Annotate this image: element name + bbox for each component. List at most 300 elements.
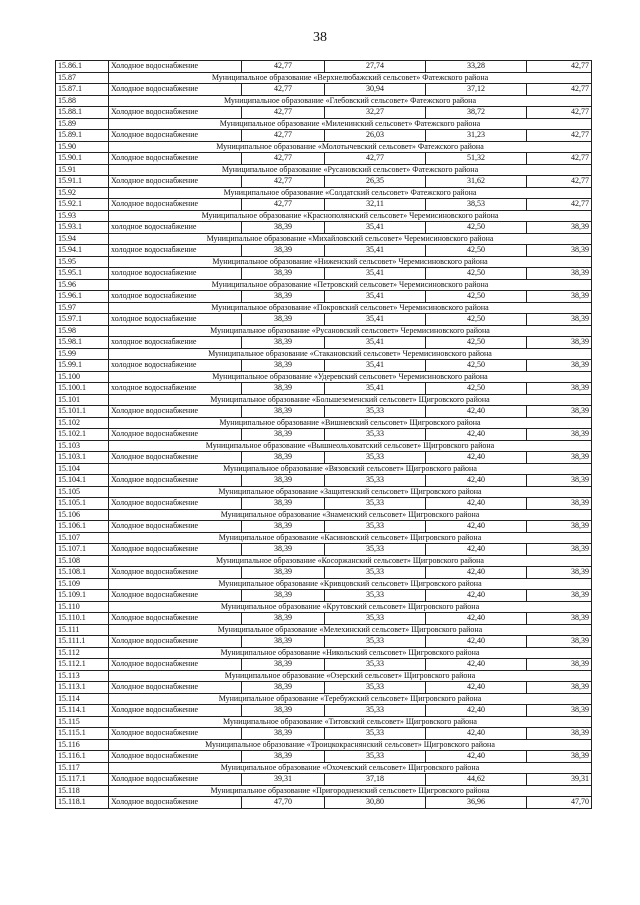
tariff-row [56,61,592,73]
municipality-header-row [56,141,592,153]
tariff-row [56,498,592,510]
section-code-cell: 15.104 [56,463,109,475]
municipality-title-cell: Муниципальное образование «Никольский сельсовет» Щигровского района [109,647,592,659]
tariff-row [56,406,592,418]
value-cell-4: 38,39 [527,521,592,533]
section-code-cell: 15.87 [56,72,109,84]
value-cell-3: 42,40 [426,590,527,602]
municipality-header-row [56,210,592,222]
municipality-title-cell: Муниципальное образование «Удеревский сельсовет» Черемисиновского района [109,371,592,383]
value-cell-2: 26,35 [325,176,426,188]
value-cell-4: 38,39 [527,728,592,740]
value-cell-1: 42,77 [242,107,325,119]
value-cell-2: 35,41 [325,383,426,395]
value-cell-3: 42,40 [426,475,527,487]
tariff-row [56,268,592,280]
municipality-title-cell: Муниципальное образование «Солдатский сельсовет» Фатежского района [109,187,592,199]
section-code-cell: 15.113 [56,670,109,682]
service-name-cell: Холодное водоснабжение [109,429,242,441]
value-cell-3: 42,40 [426,429,527,441]
service-name-cell: Холодное водоснабжение [109,521,242,533]
municipality-header-row [56,440,592,452]
item-code-cell: 15.92.1 [56,199,109,211]
value-cell-4: 38,39 [527,429,592,441]
tariff-row [56,728,592,740]
value-cell-2: 42,77 [325,153,426,165]
tariff-row [56,636,592,648]
value-cell-1: 38,39 [242,728,325,740]
municipality-title-cell: Муниципальное образование «Касиновский сельсовет» Щигровского района [109,532,592,544]
section-code-cell: 15.92 [56,187,109,199]
value-cell-2: 35,41 [325,268,426,280]
municipality-title-cell: Муниципальное образование «Пригородненский сельсовет» Щигровского района [109,785,592,797]
section-code-cell: 15.93 [56,210,109,222]
municipality-header-row [56,693,592,705]
service-name-cell: Холодное водоснабжение [109,406,242,418]
section-code-cell: 15.114 [56,693,109,705]
municipality-header-row [56,716,592,728]
value-cell-4: 38,39 [527,613,592,625]
section-code-cell: 15.99 [56,348,109,360]
value-cell-3: 42,40 [426,751,527,763]
value-cell-1: 42,77 [242,199,325,211]
section-code-cell: 15.111 [56,624,109,636]
municipality-header-row [56,624,592,636]
service-name-cell: Холодное водоснабжение [109,130,242,142]
value-cell-3: 31,23 [426,130,527,142]
tariff-row [56,567,592,579]
value-cell-1: 38,39 [242,659,325,671]
service-name-cell: Холодное водоснабжение [109,728,242,740]
item-code-cell: 15.94.1 [56,245,109,257]
value-cell-1: 38,39 [242,682,325,694]
service-name-cell: Холодное водоснабжение [109,567,242,579]
service-name-cell: холодное водоснабжение [109,360,242,372]
municipality-header-row [56,187,592,199]
municipality-header-row [56,72,592,84]
service-name-cell: холодное водоснабжение [109,314,242,326]
value-cell-2: 35,33 [325,567,426,579]
value-cell-3: 42,50 [426,291,527,303]
municipality-header-row [56,601,592,613]
value-cell-2: 35,33 [325,728,426,740]
value-cell-1: 38,39 [242,337,325,349]
section-code-cell: 15.90 [56,141,109,153]
tariff-row [56,452,592,464]
tariff-row [56,705,592,717]
item-code-cell: 15.115.1 [56,728,109,740]
value-cell-3: 33,28 [426,61,527,73]
municipality-title-cell: Муниципальное образование «Титовский сельсовет» Щигровского района [109,716,592,728]
value-cell-3: 42,50 [426,337,527,349]
item-code-cell: 15.86.1 [56,61,109,73]
tariff-row [56,291,592,303]
section-code-cell: 15.103 [56,440,109,452]
municipality-header-row [56,348,592,360]
service-name-cell: Холодное водоснабжение [109,544,242,556]
tariff-row [56,429,592,441]
value-cell-4: 38,39 [527,567,592,579]
tariff-row [56,337,592,349]
service-name-cell: Холодное водоснабжение [109,176,242,188]
value-cell-4: 38,39 [527,590,592,602]
tariff-row [56,360,592,372]
value-cell-1: 42,77 [242,176,325,188]
page-number: 38 [313,30,327,45]
value-cell-1: 42,77 [242,61,325,73]
municipality-title-cell: Муниципальное образование «Стакановский сельсовет» Черемисиновского района [109,348,592,360]
service-name-cell: холодное водоснабжение [109,291,242,303]
value-cell-3: 31,62 [426,176,527,188]
value-cell-4: 38,39 [527,751,592,763]
value-cell-2: 35,33 [325,682,426,694]
value-cell-1: 38,39 [242,383,325,395]
value-cell-2: 35,41 [325,291,426,303]
section-code-cell: 15.89 [56,118,109,130]
value-cell-4: 38,39 [527,475,592,487]
tariff-row [56,659,592,671]
value-cell-2: 35,33 [325,429,426,441]
item-code-cell: 15.105.1 [56,498,109,510]
tariff-row [56,84,592,96]
service-name-cell: Холодное водоснабжение [109,659,242,671]
value-cell-1: 39,31 [242,774,325,786]
value-cell-2: 35,33 [325,705,426,717]
value-cell-4: 42,77 [527,199,592,211]
municipality-title-cell: Муниципальное образование «Озерский сельсовет» Щигровского района [109,670,592,682]
service-name-cell: Холодное водоснабжение [109,774,242,786]
tariff-row [56,475,592,487]
value-cell-2: 35,33 [325,452,426,464]
value-cell-2: 32,27 [325,107,426,119]
tariff-row [56,130,592,142]
value-cell-4: 42,77 [527,176,592,188]
municipality-title-cell: Муниципальное образование «Краснополянский сельсовет» Черемисиновского района [109,210,592,222]
value-cell-3: 42,50 [426,245,527,257]
tariff-row [56,613,592,625]
value-cell-4: 38,39 [527,314,592,326]
municipality-header-row [56,233,592,245]
value-cell-1: 38,39 [242,268,325,280]
item-code-cell: 15.104.1 [56,475,109,487]
value-cell-3: 42,40 [426,613,527,625]
section-code-cell: 15.101 [56,394,109,406]
item-code-cell: 15.100.1 [56,383,109,395]
item-code-cell: 15.91.1 [56,176,109,188]
municipality-title-cell: Муниципальное образование «Верхнелюбажский сельсовет» Фатежского района [109,72,592,84]
tariff-row [56,521,592,533]
value-cell-3: 42,40 [426,452,527,464]
tariff-row [56,245,592,257]
service-name-cell: Холодное водоснабжение [109,751,242,763]
value-cell-4: 42,77 [527,84,592,96]
municipality-title-cell: Муниципальное образование «Молотычевский сельсовет» Фатежского района [109,141,592,153]
value-cell-1: 38,39 [242,544,325,556]
item-code-cell: 15.114.1 [56,705,109,717]
section-code-cell: 15.88 [56,95,109,107]
municipality-title-cell: Муниципальное образование «Покровский сельсовет» Черемисиновского района [109,302,592,314]
item-code-cell: 15.89.1 [56,130,109,142]
section-code-cell: 15.116 [56,739,109,751]
value-cell-2: 35,33 [325,544,426,556]
tariff-table-body [56,61,592,809]
municipality-title-cell: Муниципальное образование «Михайловский сельсовет» Черемисиновского района [109,233,592,245]
municipality-header-row [56,164,592,176]
value-cell-4: 38,39 [527,268,592,280]
service-name-cell: Холодное водоснабжение [109,452,242,464]
section-code-cell: 15.91 [56,164,109,176]
section-code-cell: 15.115 [56,716,109,728]
value-cell-3: 42,50 [426,383,527,395]
value-cell-4: 38,39 [527,498,592,510]
section-code-cell: 15.106 [56,509,109,521]
value-cell-4: 38,39 [527,222,592,234]
value-cell-1: 38,39 [242,636,325,648]
value-cell-3: 42,40 [426,521,527,533]
value-cell-2: 35,41 [325,245,426,257]
service-name-cell: Холодное водоснабжение [109,153,242,165]
municipality-title-cell: Муниципальное образование «Защитенский сельсовет» Щигровского района [109,486,592,498]
item-code-cell: 15.109.1 [56,590,109,602]
value-cell-3: 42,50 [426,268,527,280]
municipality-header-row [56,417,592,429]
municipality-title-cell: Муниципальное образование «Вязовский сельсовет» Щигровского района [109,463,592,475]
municipality-title-cell: Муниципальное образование «Ниженский сельсовет» Черемисиновского района [109,256,592,268]
tariff-row [56,314,592,326]
value-cell-1: 42,77 [242,130,325,142]
value-cell-4: 38,39 [527,291,592,303]
tariff-row [56,751,592,763]
municipality-header-row [56,394,592,406]
item-code-cell: 15.108.1 [56,567,109,579]
service-name-cell: Холодное водоснабжение [109,797,242,809]
value-cell-2: 35,33 [325,590,426,602]
value-cell-1: 38,39 [242,314,325,326]
service-name-cell: холодное водоснабжение [109,337,242,349]
value-cell-4: 38,39 [527,544,592,556]
value-cell-2: 35,33 [325,521,426,533]
municipality-header-row [56,785,592,797]
item-code-cell: 15.101.1 [56,406,109,418]
value-cell-1: 38,39 [242,590,325,602]
municipality-title-cell: Муниципальное образование «Троицкокраснянский сельсовет» Щигровского района [109,739,592,751]
section-code-cell: 15.98 [56,325,109,337]
value-cell-2: 35,41 [325,337,426,349]
value-cell-4: 38,39 [527,636,592,648]
section-code-cell: 15.107 [56,532,109,544]
tariff-row [56,797,592,809]
municipality-title-cell: Муниципальное образование «Кривцовский сельсовет» Щигровского района [109,578,592,590]
service-name-cell: Холодное водоснабжение [109,84,242,96]
value-cell-2: 27,74 [325,61,426,73]
tariff-row [56,774,592,786]
service-name-cell: холодное водоснабжение [109,245,242,257]
municipality-header-row [56,555,592,567]
tariff-table [55,60,592,809]
section-code-cell: 15.94 [56,233,109,245]
value-cell-2: 35,41 [325,360,426,372]
value-cell-3: 44,62 [426,774,527,786]
value-cell-4: 42,77 [527,153,592,165]
municipality-header-row [56,302,592,314]
value-cell-2: 35,33 [325,613,426,625]
section-code-cell: 15.96 [56,279,109,291]
value-cell-2: 35,41 [325,314,426,326]
tariff-row [56,383,592,395]
value-cell-2: 35,33 [325,751,426,763]
municipality-header-row [56,279,592,291]
municipality-header-row [56,762,592,774]
value-cell-3: 38,72 [426,107,527,119]
value-cell-2: 35,33 [325,659,426,671]
municipality-title-cell: Муниципальное образование «Глебовский сельсовет» Фатежского района [109,95,592,107]
service-name-cell: Холодное водоснабжение [109,475,242,487]
value-cell-4: 42,77 [527,61,592,73]
service-name-cell: Холодное водоснабжение [109,682,242,694]
value-cell-3: 42,40 [426,705,527,717]
municipality-title-cell: Муниципальное образование «Петровский сельсовет» Черемисиновского района [109,279,592,291]
value-cell-3: 42,40 [426,728,527,740]
section-code-cell: 15.100 [56,371,109,383]
item-code-cell: 15.116.1 [56,751,109,763]
value-cell-1: 38,39 [242,291,325,303]
municipality-header-row [56,509,592,521]
item-code-cell: 15.113.1 [56,682,109,694]
value-cell-2: 30,80 [325,797,426,809]
municipality-header-row [56,325,592,337]
municipality-header-row [56,670,592,682]
value-cell-3: 42,50 [426,222,527,234]
section-code-cell: 15.102 [56,417,109,429]
value-cell-1: 38,39 [242,475,325,487]
service-name-cell: Холодное водоснабжение [109,590,242,602]
item-code-cell: 15.118.1 [56,797,109,809]
municipality-title-cell: Муниципальное образование «Миленинский сельсовет» Фатежского района [109,118,592,130]
value-cell-2: 35,33 [325,636,426,648]
municipality-header-row [56,463,592,475]
section-code-cell: 15.95 [56,256,109,268]
municipality-header-row [56,647,592,659]
service-name-cell: Холодное водоснабжение [109,613,242,625]
value-cell-2: 32,11 [325,199,426,211]
value-cell-1: 38,39 [242,429,325,441]
section-code-cell: 15.112 [56,647,109,659]
item-code-cell: 15.110.1 [56,613,109,625]
value-cell-1: 38,39 [242,360,325,372]
section-code-cell: 15.108 [56,555,109,567]
value-cell-1: 38,39 [242,452,325,464]
service-name-cell: Холодное водоснабжение [109,107,242,119]
item-code-cell: 15.117.1 [56,774,109,786]
item-code-cell: 15.111.1 [56,636,109,648]
municipality-title-cell: Муниципальное образование «Вишневский сельсовет» Щигровского района [109,417,592,429]
value-cell-1: 42,77 [242,153,325,165]
value-cell-4: 38,39 [527,406,592,418]
value-cell-3: 42,40 [426,498,527,510]
value-cell-4: 47,70 [527,797,592,809]
municipality-header-row [56,486,592,498]
tariff-row [56,199,592,211]
tariff-row [56,176,592,188]
value-cell-4: 39,31 [527,774,592,786]
tariff-row [56,682,592,694]
municipality-title-cell: Муниципальное образование «Крутовский сельсовет» Щигровского района [109,601,592,613]
service-name-cell: холодное водоснабжение [109,383,242,395]
value-cell-1: 38,39 [242,567,325,579]
value-cell-2: 35,33 [325,475,426,487]
value-cell-3: 42,40 [426,406,527,418]
value-cell-1: 38,39 [242,498,325,510]
item-code-cell: 15.96.1 [56,291,109,303]
tariff-row [56,590,592,602]
value-cell-4: 38,39 [527,705,592,717]
municipality-title-cell: Муниципальное образование «Русановский сельсовет» Фатежского района [109,164,592,176]
value-cell-3: 36,96 [426,797,527,809]
service-name-cell: Холодное водоснабжение [109,705,242,717]
value-cell-1: 38,39 [242,751,325,763]
value-cell-4: 38,39 [527,360,592,372]
item-code-cell: 15.103.1 [56,452,109,464]
value-cell-3: 42,40 [426,659,527,671]
tariff-row [56,107,592,119]
item-code-cell: 15.106.1 [56,521,109,533]
value-cell-3: 42,50 [426,360,527,372]
value-cell-1: 38,39 [242,613,325,625]
municipality-title-cell: Муниципальное образование «Теребужский сельсовет» Щигровского района [109,693,592,705]
municipality-title-cell: Муниципальное образование «Знаменский сельсовет» Щигровского района [109,509,592,521]
item-code-cell: 15.97.1 [56,314,109,326]
section-code-cell: 15.97 [56,302,109,314]
service-name-cell: холодное водоснабжение [109,222,242,234]
municipality-title-cell: Муниципальное образование «Русановский сельсовет» Черемисиновского района [109,325,592,337]
municipality-header-row [56,739,592,751]
value-cell-4: 38,39 [527,245,592,257]
section-code-cell: 15.117 [56,762,109,774]
value-cell-3: 42,50 [426,314,527,326]
section-code-cell: 15.109 [56,578,109,590]
item-code-cell: 15.102.1 [56,429,109,441]
value-cell-2: 35,41 [325,222,426,234]
item-code-cell: 15.99.1 [56,360,109,372]
value-cell-4: 38,39 [527,682,592,694]
value-cell-3: 42,40 [426,544,527,556]
municipality-header-row [56,578,592,590]
value-cell-1: 38,39 [242,521,325,533]
value-cell-2: 35,33 [325,498,426,510]
value-cell-4: 42,77 [527,130,592,142]
value-cell-3: 51,32 [426,153,527,165]
item-code-cell: 15.93.1 [56,222,109,234]
value-cell-4: 38,39 [527,383,592,395]
item-code-cell: 15.88.1 [56,107,109,119]
item-code-cell: 15.107.1 [56,544,109,556]
value-cell-3: 42,40 [426,567,527,579]
municipality-title-cell: Муниципальное образование «Мелехинский сельсовет» Щигровского района [109,624,592,636]
municipality-title-cell: Муниципальное образование «Большеземенский сельсовет» Щигровского района [109,394,592,406]
value-cell-3: 38,53 [426,199,527,211]
value-cell-4: 38,39 [527,337,592,349]
value-cell-2: 30,94 [325,84,426,96]
value-cell-3: 42,40 [426,636,527,648]
municipality-title-cell: Муниципальное образование «Охочевский сельсовет» Щигровского района [109,762,592,774]
municipality-header-row [56,118,592,130]
value-cell-2: 35,33 [325,406,426,418]
value-cell-3: 42,40 [426,682,527,694]
section-code-cell: 15.110 [56,601,109,613]
value-cell-4: 38,39 [527,659,592,671]
value-cell-1: 38,39 [242,245,325,257]
service-name-cell: холодное водоснабжение [109,268,242,280]
